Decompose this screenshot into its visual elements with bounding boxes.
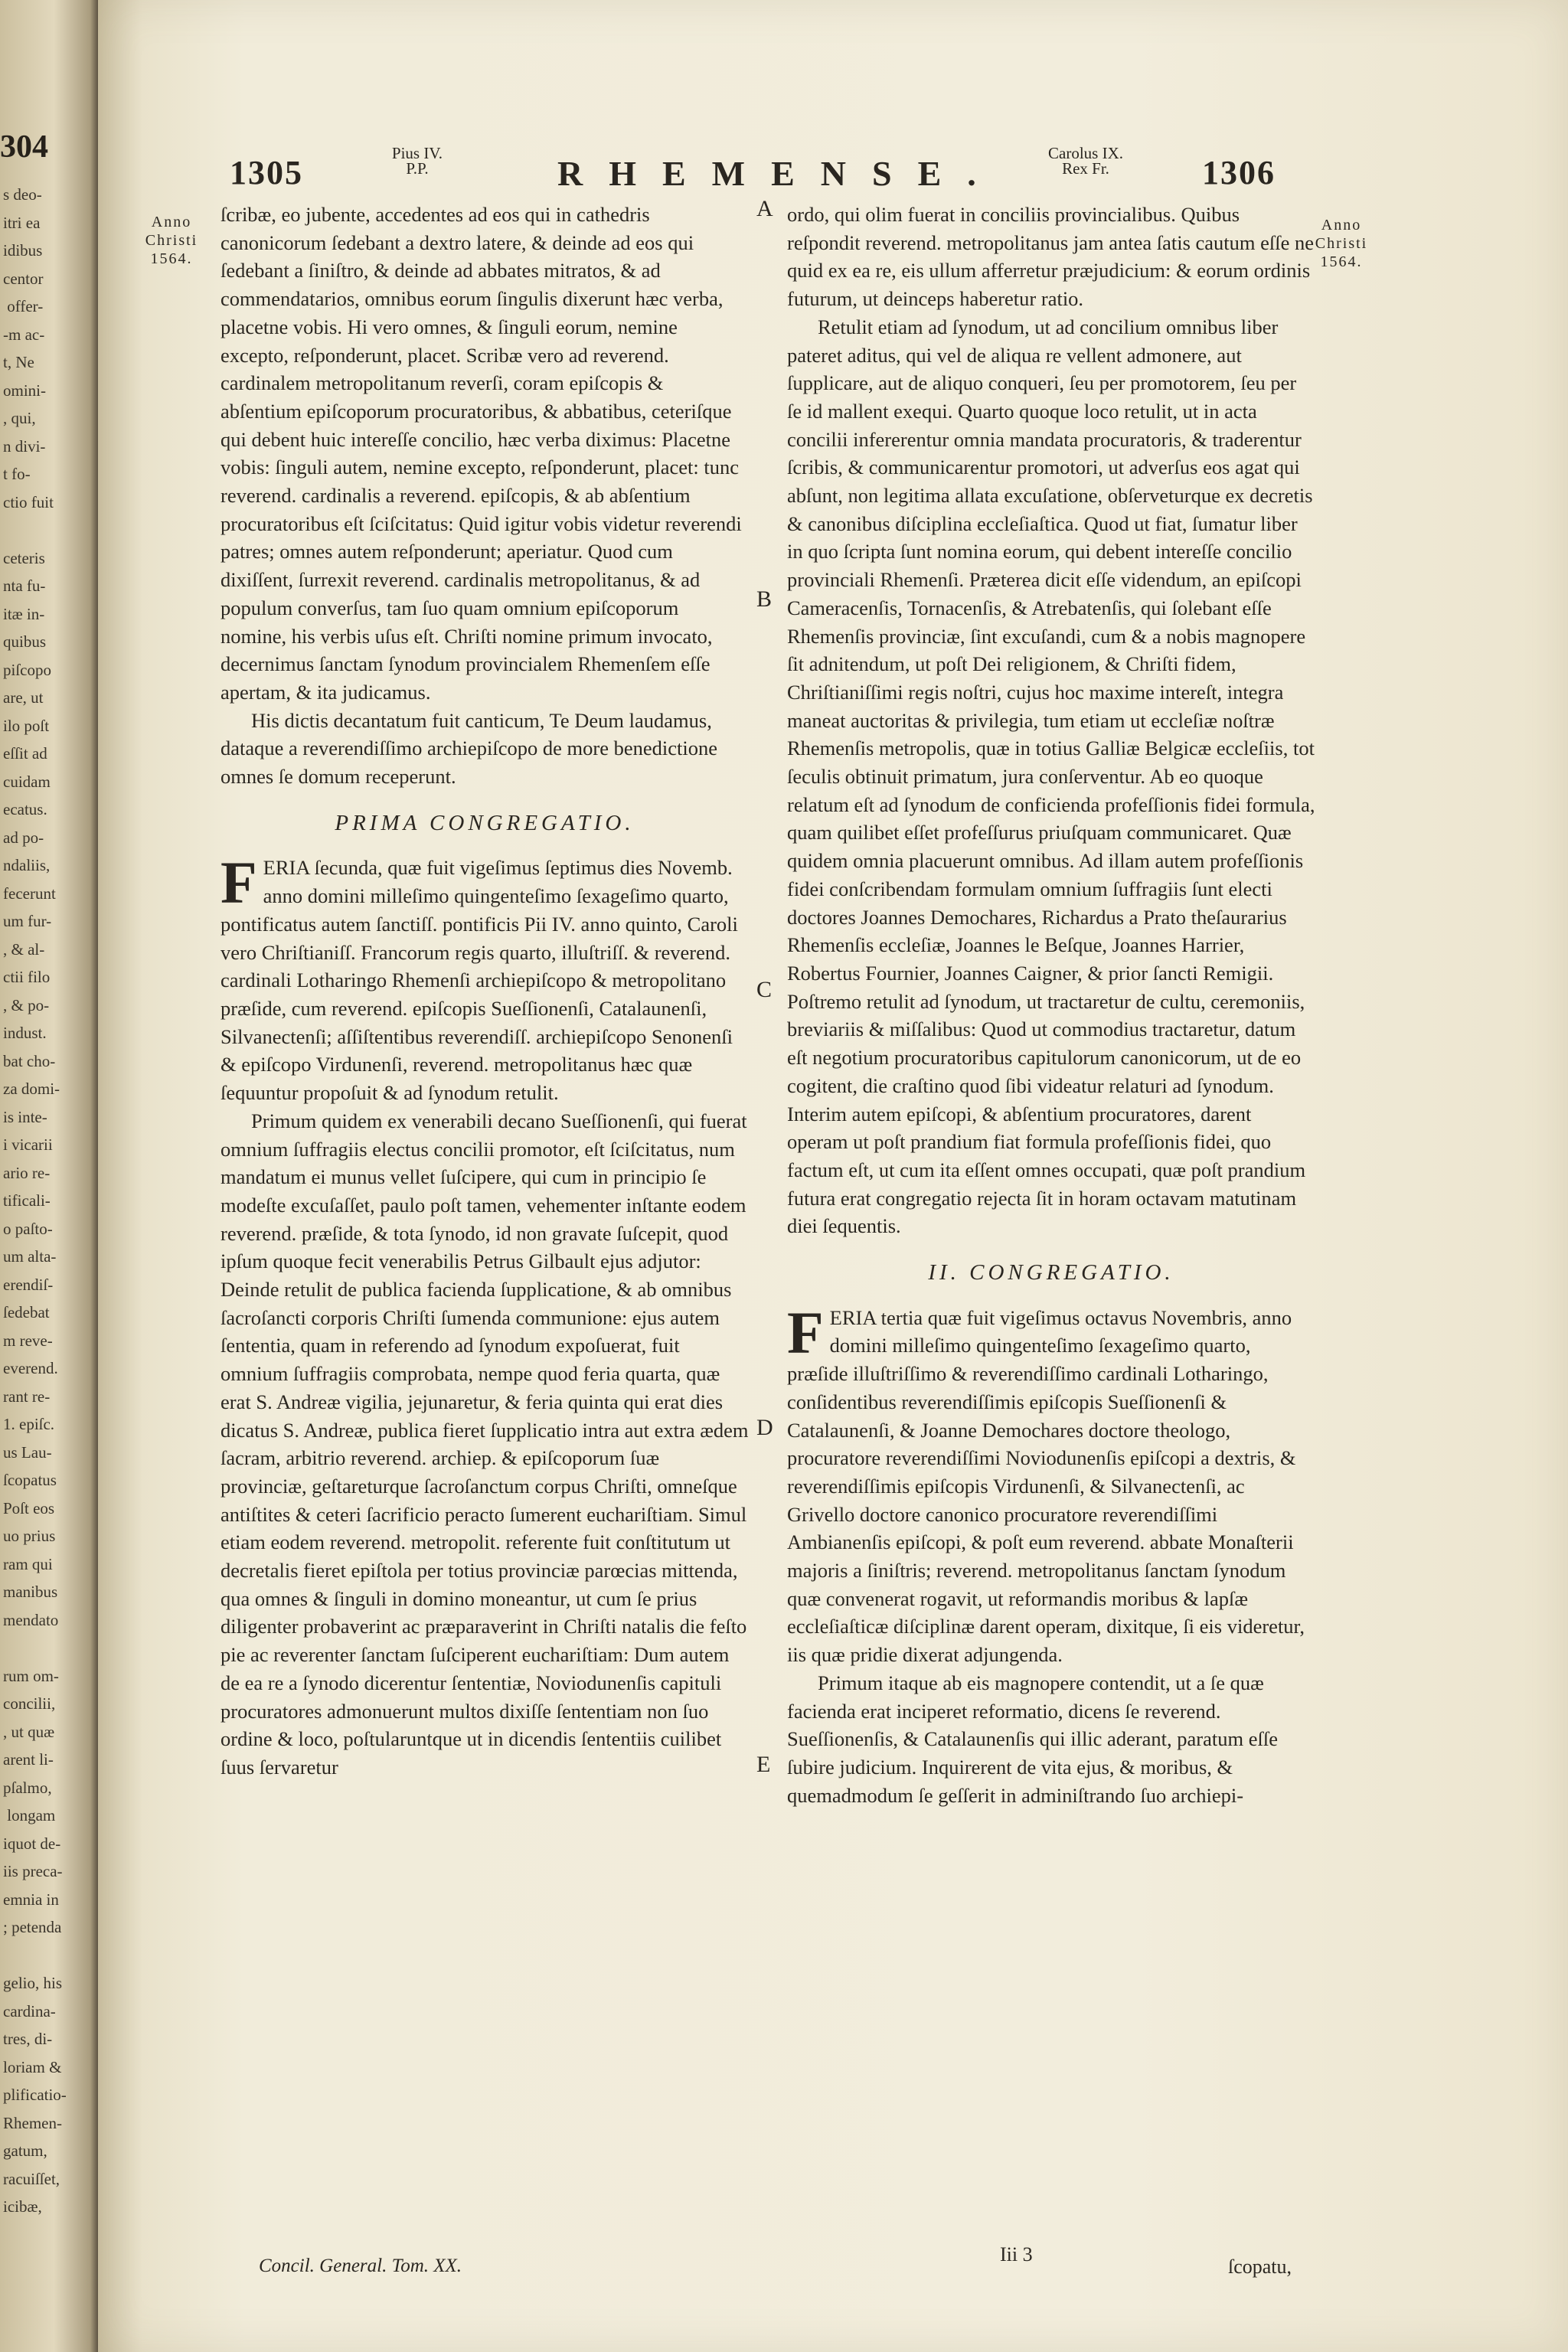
margin-anno-left: Anno xyxy=(151,214,192,230)
paragraph-text: ERIA tertia quæ fuit vigeſimus octavus Novembris, anno domini milleſimo quingenteſimo ſexageſimo quarto, præſide illuſtriſſimo & reverendiſſimo cardinali Lotharingo, conſidentibus reverendiſſimis epiſcopis Sueſſionenſi & Catalaunenſi, & Joanne Demochares doctore theologo, procuratore reverendiſſimi Noviodunenſis epiſcopi a dextris, & reverendiſſimis epiſcopis Virdunenſi, & Silvanectenſi, ac Grivello doctore canonico procuratore reverendiſſimi Ambianenſis epiſcopi, & poſt eum reverend. abbate Monaſterii majoris a ſiniſtris; reverend. metropolitanus ſanctam ſynodum quæ convenerat rogavit, ut reformandis moribus & lapſæ eccleſiaſticæ diſciplinæ darent operam, dixitque, ſi eis videretur, iis quæ pridie dixerat adjungenda. xyxy=(787,1305,1305,1667)
margin-year-value-left: 1564. xyxy=(150,250,193,267)
margin-year-left xyxy=(135,213,208,268)
paragraph xyxy=(787,1298,1315,1669)
margin-anno-right: Anno xyxy=(1321,217,1362,234)
king-line-1: Carolus IX. xyxy=(1048,144,1123,162)
page-number-left: 1305 xyxy=(230,154,303,191)
page-number-right: 1306 xyxy=(1202,154,1276,191)
paragraph: His dictis decantatum fuit canticum, Te Deum laudamus, dataque a reverendiſſimo archiepiſcopo de more benedictione omnes ſe domum receperunt. xyxy=(220,708,717,789)
paragraph: ſcribæ, eo jubente, accedentes ad eos qui in cathedris canonicorum ſedebant a dextro latere, & deinde ad eos qui ſedebant a ſiniſtro, & deinde ad abbates mitratos, & ad commendatarios, omnibus eorum ſingulis dixerunt hæc verba, placetne vobis. Hi vero omnes, & ſinguli eorum, nemine excepto, reſponderunt, placet. Scribæ vero ad reverend. cardinalem metropolitanum reverſi, coram epiſcopis & abſentium epiſcoporum procuratoribus, & abbatibus, ceteriſque qui debent huic intereſſe concilio, hæc verba diximus: Placetne vobis: ſinguli autem, nemine excepto, reſponderunt, placet: tunc reverend. cardinalis a reverend. epiſcopis, & ab abſentium procuratoribus eſt ſciſcitatus: Quid igitur vobis videtur reverendi patres; omnes autem reſponderunt; aperiatur. Quod cum dixiſſent, ſurrexit reverend. cardinalis metropolitanus, & ad populum converſus, tam ſuo quam omnium epiſcoporum nomine, his verbis uſus eſt. Chriſti nomine primum invocato, decernimus ſanctam ſynodum provincialem Rhemenſem eſſe apertam, & ita judicamus. xyxy=(220,203,742,704)
pope-line-1: Pius IV. xyxy=(391,144,443,162)
section-marker-c: C xyxy=(756,977,773,1002)
section-marker-b: B xyxy=(756,586,773,612)
running-title: RHEMENSE. xyxy=(557,154,1002,193)
left-text-column xyxy=(220,201,749,1782)
paragraph-text: ERIA ſecunda, quæ fuit vigeſimus ſeptimus dies Novemb. anno domini milleſimo quingenteſimo ſexageſimo quarto, pontificatus autem ſanctiſſ. pontificis Pii IV. anno quinto, Caroli vero Chriſtianiſſ. Francorum regis quarto, illuſtriſſ. & reverend. cardinali Lotharingo Rhemenſi archiepiſcopo & metropolitano præſide, cum reverend. epiſcopis Sueſſionenſi, Catalaunenſi, Silvanectenſi; aſſiſtentibus reverendiſſ. archiepiſcopo Senonenſi & epiſcopo Virdunenſi, reverend. metropolitanus hæc quæ ſequuntur propoſuit & ad ſynodum retulit. xyxy=(220,856,738,1105)
drop-cap: F xyxy=(787,1298,824,1366)
left-page-text-fragments: s deo- itri ea idibus centor offer- -m ac- t, Ne omini- , qui, n divi- t fo- ctio fuit ceteris nta fu- itæ in- quibus piſcopo are, ut ilo poſt eſſit ad cuidam ecatus. ad po- ndaliis, fecerunt um fur- , & al- ctii filo , & po- indust. bat cho- za domi- is inte- i vicarii ario re- tificali- o paſto- um alta- erendiſ- ſedebat m reve- everend. rant re- 1. epiſc. us Lau- ſcopatus Poſt eos uo prius ram qui manibus mendato rum om- concilii, , ut quæ arent li- pſalmo, longam iquot de- iis preca- emnia in ; petenda gelio, his cardina- tres, di- loriam & plificatio- Rhemen- gatum, racuiſſet, icibæ, xyxy=(3,185,67,2216)
section-marker-d: D xyxy=(756,1415,773,1440)
section-marker-e: E xyxy=(756,1752,771,1777)
book-page xyxy=(98,0,1568,2352)
drop-cap: F xyxy=(220,849,257,916)
volume-footer: Concil. General. Tom. XX. xyxy=(259,2256,462,2276)
margin-christi-right: Christi xyxy=(1315,235,1368,252)
catchword: ſcopatu, xyxy=(1228,2256,1292,2278)
paragraph xyxy=(220,849,749,1106)
signature-mark: Iii 3 xyxy=(1000,2243,1033,2265)
margin-year-value-right: 1564. xyxy=(1320,253,1363,270)
paragraph: Primum itaque ab eis magnopere contendit, ut a ſe quæ facienda erat inciperet reformatio, dicens ſe reverend. Sueſſionenſis, & Catalaunenſis qui illic aderant, paratum eſſe ſubire judicium. Inquirerent de vita ejus, & moribus, & quemadmodum ſe geſſerit in adminiſtrando ſuo archiepi- xyxy=(787,1671,1278,1807)
section-heading: II. CONGREGATIO. xyxy=(928,1260,1174,1285)
pope-line-2: P.P. xyxy=(406,159,429,178)
left-page-number: 304 xyxy=(0,129,48,165)
margin-christi-left: Christi xyxy=(145,232,198,249)
king-label xyxy=(1024,145,1147,176)
pope-label xyxy=(375,145,459,176)
section-heading: PRIMA CONGREGATIO. xyxy=(335,810,635,835)
king-line-2: Rex Fr. xyxy=(1062,159,1109,178)
paragraph: Retulit etiam ad ſynodum, ut ad concilium omnibus liber pateret aditus, qui vel de aliqua re vellent admonere, aut ſupplicare, aut de aliquo conqueri, ſeu per promotorem, ſeu per ſe id mallent exequi. Quarto quoque loco retulit, ut in acta concilii infererentur omnia mandata procuratoris, & traderentur ſcribis, & communicarentur promotori, ut adverſus eos agat qui abſunt, non legitima allata excuſatione, obſerveturque ex decretis & canonibus diſciplina eccleſiaſtica. Quod ut fiat, ſumatur liber in quo ſcripta ſunt nomina eorum, qui debent intereſſe concilio provinciali Rhemenſi. Præterea dicit eſſe videndum, an epiſcopi Cameracenſis, Tornacenſis, & Atrebatenſis, qui ſolebant eſſe Rhemenſis provinciæ, ſint excuſandi, cum & a nobis magnopere ſit adnitendum, ut poſt Dei religionem, & Chriſti fidem, Chriſtianiſſimi regis noſtri, cujus hoc maxime intereſt, integra maneat auctoritas & privilegia, tum etiam ut eccleſiæ noſtræ Rhemenſis metropolis, quæ in totius Galliæ Belgicæ eccleſiis, tot ſeculis obtinuit primatum, jura conſerventur. Ab eo quoque relatum eſt ad ſynodum de conficienda profeſſionis fidei formula, quam quilibet eſſet profeſſurus priuſquam communicaret. Quæ quidem omnia placuerunt omnibus. Ad illam autem profeſſionis fidei conſcribendam formulam omnium ſuffragiis ſunt electi doctores Joannes Demochares, Richardus a Prato theſaurarius Rhemenſis eccleſiæ, Joannes le Beſque, Joannes Harrier, Robertus Fournier, Joannes Caigner, & prior ſancti Remigii. Poſtremo retulit ad ſynodum, ut tractaretur de cultu, ceremoniis, breviariis & miſſalibus: Quod ut commodius tractaretur, datum eſt negotium procuratoribus capitulorum canonicorum, ut de eo cogitent, die craſtino quod ſibi videatur relaturi ad ſynodum. Interim autem epiſcopi, & abſentium procuratores, darent operam ut poſt prandium fiat formula profeſſionis fidei, quo factum eſt, ut cum ita eſſent omnes occupati, quæ poſt prandium futura erat congregatio rejecta ſit in horam octavam matutinam diei ſequentis. xyxy=(787,315,1315,1238)
left-page-edge xyxy=(0,0,98,2352)
paragraph: ordo, qui olim fuerat in conciliis provincialibus. Quibus reſpondit reverend. metropolitanus jam antea ſatis cautum eſſe ne quid ex ea re, eis ullum afferretur præjudicium: & eorum ordinis futurum, ut deinceps haberetur ratio. xyxy=(787,203,1315,311)
section-marker-a: A xyxy=(756,196,773,221)
paragraph: Primum quidem ex venerabili decano Sueſſionenſi, qui fuerat omnium ſuffragiis electus concilii promotor, eſt ſciſcitatus, num mandatum ei munus vellet ſuſcipere, qui cum in principio ſe modeſte excuſaſſet, paulo poſt tamen, vehementer inſtante eodem reverend. præſide, & tota ſynodo, id non gravate ſuſcepit, quod ipſum quoque fecit venerabilis Petrus Gilbault ejus adjutor: Deinde retulit de publica facienda ſupplicatione, & ab omnibus ſacroſancti corporis Chriſti ſumenda communione: ejus autem ſententia, quam in referendo ad ſynodum expoſuerat, fuit omnium ſuffragiis comprobata, nempe quod feria quarta, quæ erat S. Andreæ vigilia, jejunaretur, & feria quinta qui erat dies dicatus S. Andreæ, publica fieret ſupplicatio intra aut extra ædem ſacram, arbitrio reverend. archiep. & epiſcoporum ſuæ provinciæ, geſtareturque ſacroſanctum corpus Chriſti, omneſque antiſtites & ceteri ſacrificio peracto ſumerent euchariſtiam. Simul etiam eodem reverend. metropolit. referente fuit conſtitutum ut decretalis fieret epiſtola per totius provinciæ parœcias mittenda, qua omnes & ſinguli in domino moneantur, ut cum ſe prius diligenter probaverint ac præparaverint in Chriſti natalis die feſto pie ac reverenter ſanctam ſuſciperent euchariſtiam: Dum autem de ea re a ſynodo dicerentur ſententiæ, Noviodunenſis capituli procuratores admonuerunt multos dixiſſe ſententiam non ſuo ordine & loco, poſtularuntque ut in dicendis ſententiis cuilibet ſuus ſervaretur xyxy=(220,1109,749,1779)
right-text-column xyxy=(787,201,1315,1809)
